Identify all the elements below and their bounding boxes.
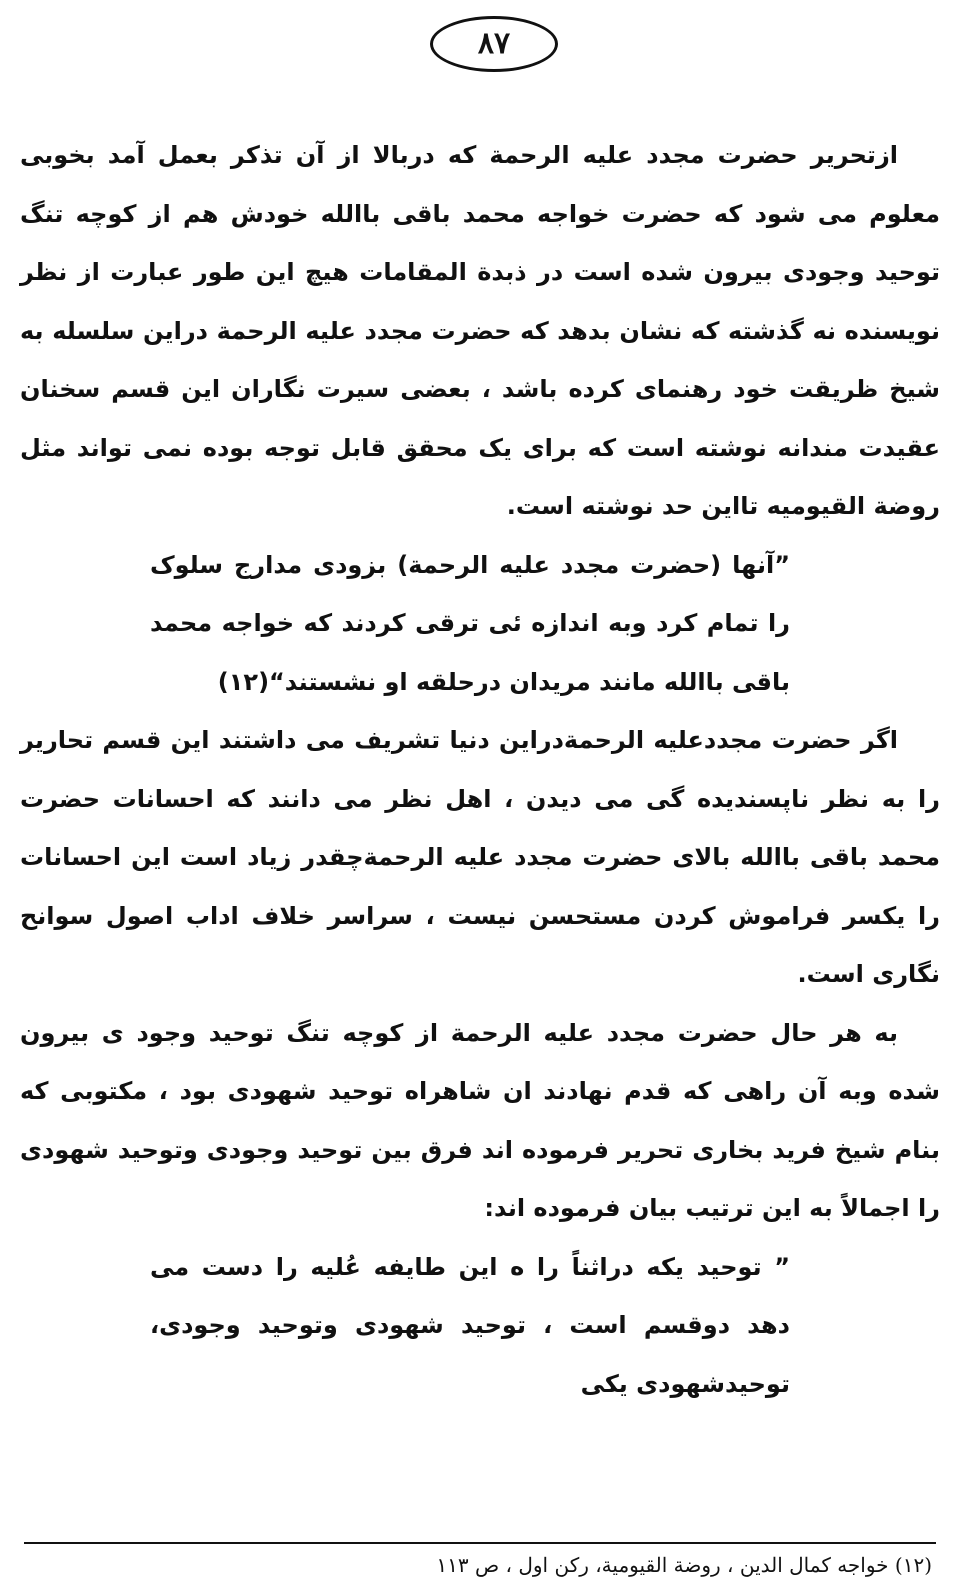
page-number-oval <box>430 16 558 72</box>
paragraph-3: به هر حال حضرت مجدد علیه الرحمة از کوچه تنگ توحید وجود ی بیرون شده وبه آن راهی که قدم نهادند ان شاهراه توحید شهودی بود ، مکتوبی که بنام شیخ فرید بخاری تحریر فرموده اند فرق بین توحید وجودی وتوحید شهودی را اجمالاً به این ترتیب بیان فرموده اند: <box>20 1018 940 1222</box>
page-number: ۸۷ <box>477 26 511 61</box>
footnote: (۱۲) خواجه کمال الدین ، روضة القیومیة، رکن اول ، ص ۱۱۳ <box>436 1553 932 1577</box>
document-body <box>20 126 940 1413</box>
quotation-1: ”آنها (حضرت مجدد علیه الرحمة) بزودی مدارج سلوک را تمام کرد وبه اندازه ئی ترقی کردند که خواجه محمد باقی باالله مانند مریدان درحلقه او نشستند“(۱۲) <box>150 550 790 696</box>
quotation-2: ” توحید یکه دراثناً را ه این طایفه عُلیه را دست می دهد دوقسم است ، توحید شهودی وتوحید وجودی، توحیدشهودی یکی <box>150 1252 790 1398</box>
footnote-divider <box>24 1542 936 1544</box>
paragraph-2: اگر حضرت مجددعلیه الرحمةدراین دنیا تشریف می داشتند این قسم تحاریر را به نظر ناپسندیده گی می دیدن ، اهل نظر می دانند که احسانات حضرت محمد باقی باالله بالای حضرت مجدد علیه الرحمةچقدر زیاد است این احسانات را یکسر فراموش کردن مستحسن نیست ، سراسر خلاف اداب اصول سوانح نگاری است. <box>20 726 940 988</box>
paragraph-1: ازتحریر حضرت مجدد علیه الرحمة که دربالا از آن تذکر بعمل آمد بخوبی معلوم می شود که حضرت خواجه محمد باقی باالله خودش هم از کوچه تنگ توحید وجودی بیرون شده است در ذبدة المقامات هیچ این طور عبارت از نظر نویسنده نه گذشته که نشان بدهد که حضرت مجدد علیه الرحمة دراین سلسله به شیخ ظریقت خود رهنمای کرده باشد ، بعضی سیرت نگاران این قسم سخنان عقیدت مندانه نوشته است که برای یک محقق قابل توجه بوده نمی تواند مثل روضة القیومیه تااین حد نوشته است. <box>20 141 940 520</box>
